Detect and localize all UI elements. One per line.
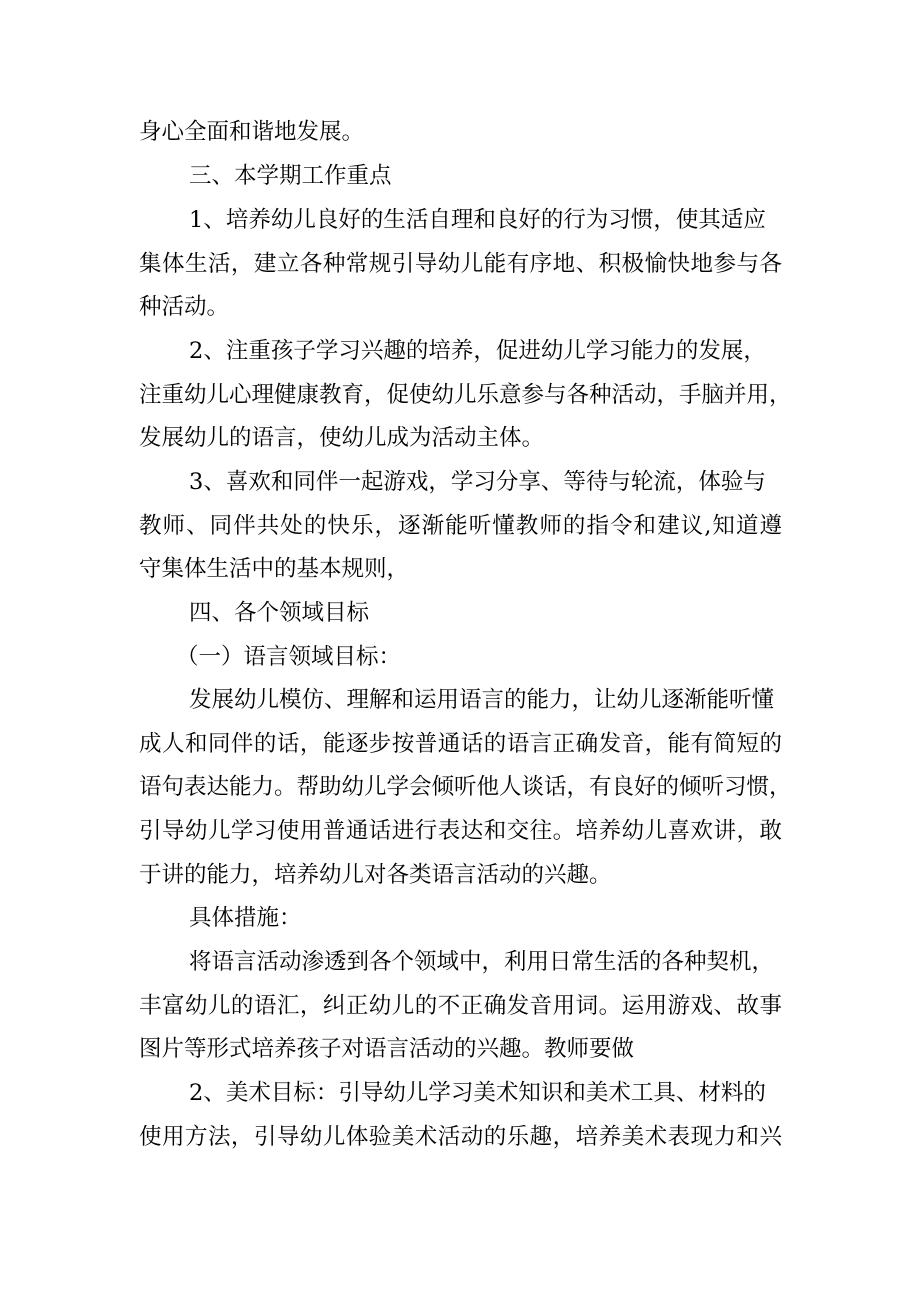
paragraph-line: 语句表达能力。帮助幼儿学会倾听他人谈话，有良好的倾听习惯， — [139, 774, 792, 800]
paragraph-line: 2、美术目标：引导幼儿学习美术知识和美术工具、材料的 — [189, 1080, 766, 1106]
subsection-heading: （一）语言领域目标： — [176, 644, 402, 670]
paragraph-line: 3、喜欢和同伴一起游戏，学习分享、等待与轮流，体验与 — [189, 469, 766, 495]
paragraph-line: 身心全面和谐地发展。 — [139, 119, 365, 145]
paragraph-line: 集体生活，建立各种常规引导幼儿能有序地、积极愉快地参与各 — [139, 251, 782, 277]
paragraph-line: 于讲的能力，培养幼儿对各类语言活动的兴趣。 — [139, 862, 612, 888]
paragraph-line: 图片等形式培养孩子对语言活动的兴趣。教师要做 — [139, 1036, 635, 1062]
paragraph-line: 发展幼儿模仿、理解和运用语言的能力，让幼儿逐渐能听懂 — [189, 687, 775, 713]
paragraph-line: 教师、同伴共处的快乐，逐渐能听懂教师的指令和建议,知道遵 — [139, 513, 782, 539]
paragraph-line: 守集体生活中的基本规则， — [139, 556, 410, 582]
paragraph-line: 注重幼儿心理健康教育，促使幼儿乐意参与各种活动，手脑并用， — [139, 382, 792, 408]
section-heading: 四、各个领域目标 — [189, 600, 370, 626]
paragraph-line: 将语言活动渗透到各个领域中，利用日常生活的各种契机， — [189, 949, 775, 975]
paragraph-line: 发展幼儿的语言，使幼儿成为活动主体。 — [139, 425, 545, 451]
paragraph-line: 丰富幼儿的语汇，纠正幼儿的不正确发音用词。运用游戏、故事 — [139, 993, 782, 1019]
subsection-heading: 具体措施： — [189, 905, 302, 931]
section-heading: 三、本学期工作重点 — [189, 163, 392, 189]
paragraph-line: 引导幼儿学习使用普通话进行表达和交往。培养幼儿喜欢讲，敢 — [139, 818, 782, 844]
paragraph-line: 1、培养幼儿良好的生活自理和良好的行为习惯，使其适应 — [189, 207, 766, 233]
paragraph-line: 种活动。 — [139, 294, 230, 320]
paragraph-line: 使用方法，引导幼儿体验美术活动的乐趣，培养美术表现力和兴 — [139, 1124, 782, 1150]
paragraph-line: 成人和同伴的话，能逐步按普通话的语言正确发音，能有简短的 — [139, 731, 782, 757]
paragraph-line: 2、注重孩子学习兴趣的培养，促进幼儿学习能力的发展， — [189, 338, 766, 364]
